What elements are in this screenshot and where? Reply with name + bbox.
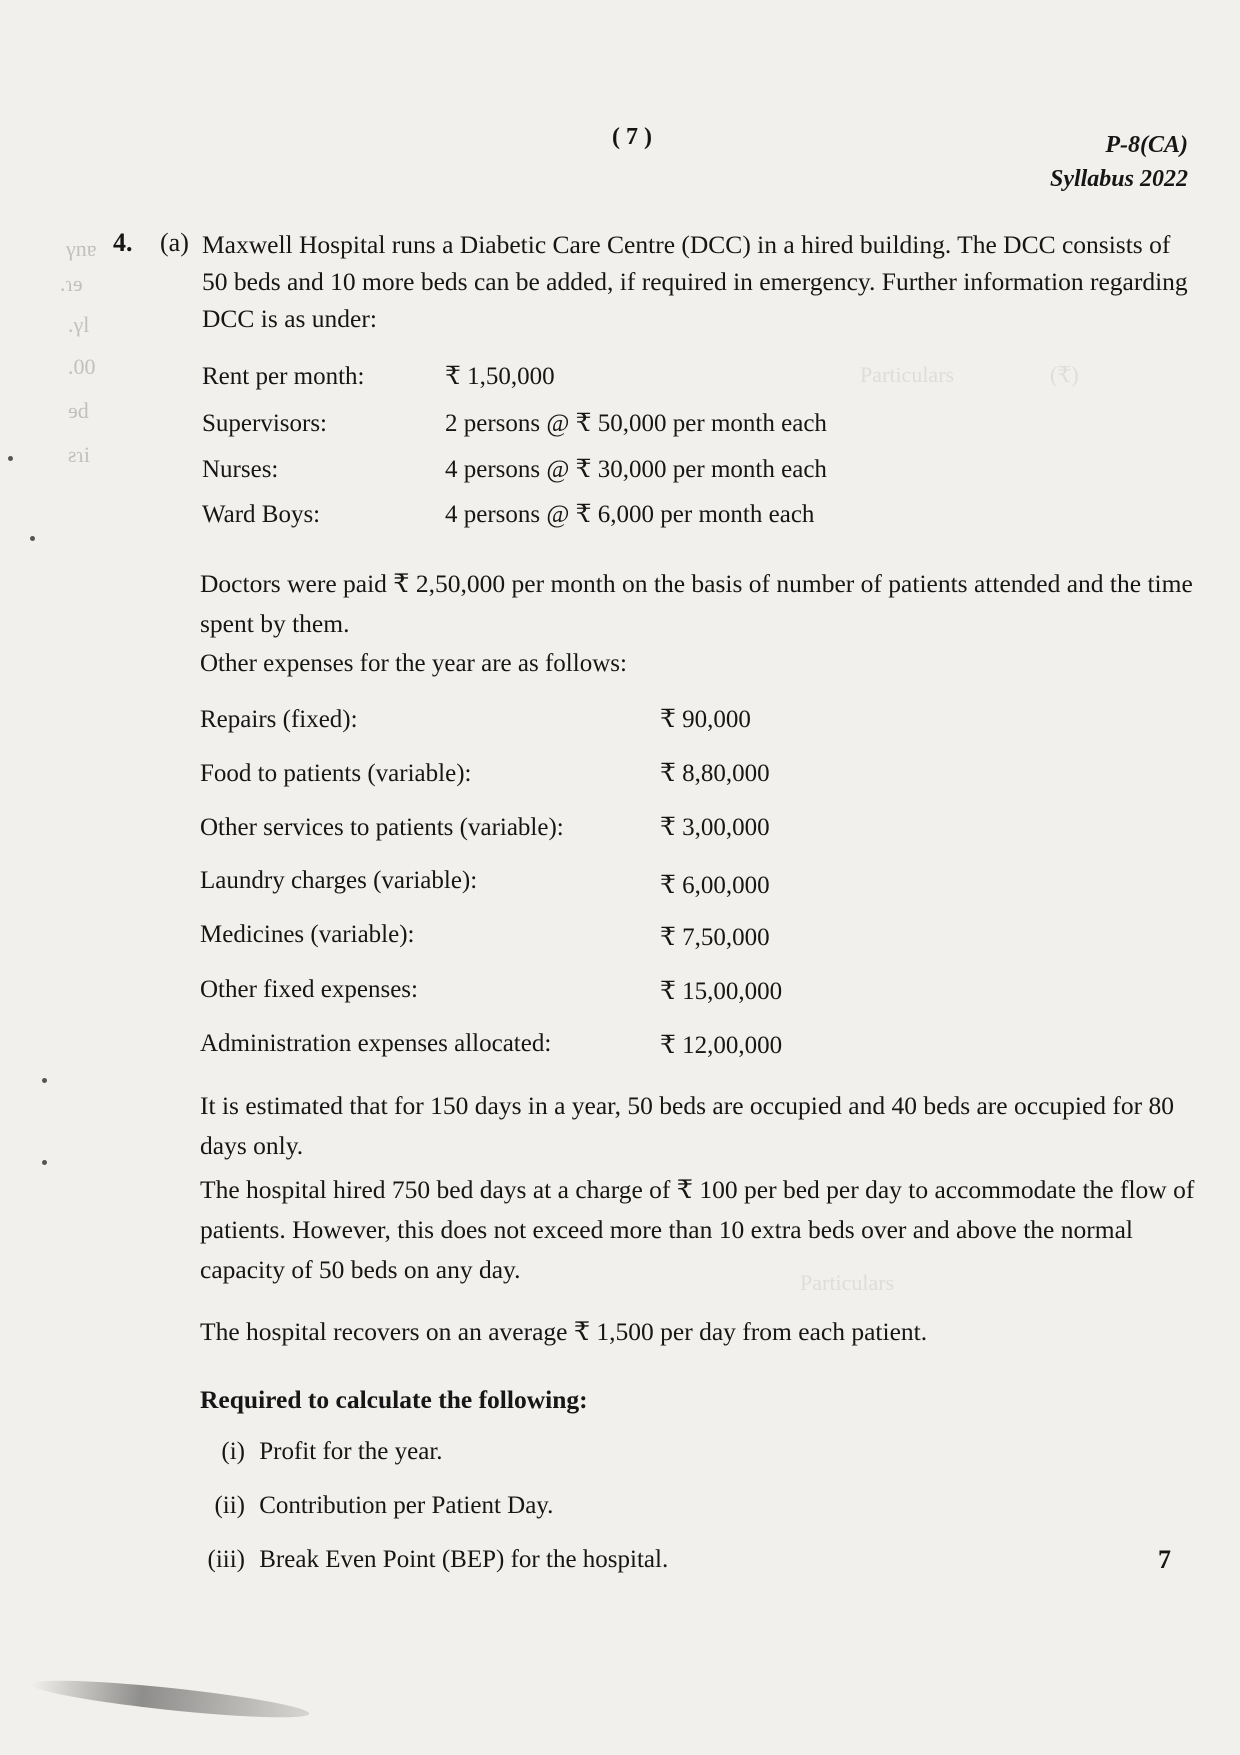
supervisors-label: Supervisors: (202, 410, 327, 437)
question-part: (a) (160, 228, 189, 257)
requirement-number: (i) (221, 1438, 245, 1465)
nurses-value: 4 persons @ ₹ 30,000 per month each (445, 456, 827, 483)
recovery-paragraph: The hospital recovers on an average ₹ 1,500 per day from each patient. (200, 1317, 928, 1346)
margin-bleed-text: .γl (68, 312, 90, 337)
requirement-text: Profit for the year. (259, 1438, 443, 1465)
ward-boys-value: 4 persons @ ₹ 6,000 per month each (445, 501, 815, 528)
required-heading: Required to calculate the following: (200, 1385, 588, 1414)
requirement-number: (ii) (214, 1492, 245, 1519)
question-number: 4. (113, 228, 133, 257)
question-intro: Maxwell Hospital runs a Diabetic Care Centre (DCC) in a hired building. The DCC consists of 50 beds and 10 more beds can be added, if required in emergency. Further information regarding DCC is as under: (202, 230, 1188, 333)
requirement-number: (iii) (207, 1546, 245, 1573)
rent-value: ₹ 1,50,000 (445, 363, 555, 390)
requirement-item (200, 1488, 553, 1524)
margin-bleed-text: γnɐ (66, 236, 97, 261)
expense-label: Laundry charges (variable): (200, 867, 478, 894)
margin-bleed-text: ɘd (68, 398, 89, 423)
paper-header (1050, 128, 1188, 196)
expense-label: Other services to patients (variable): (200, 814, 564, 841)
expense-label: Administration expenses allocated: (200, 1030, 552, 1057)
expense-label: Food to patients (variable): (200, 760, 472, 787)
page-number: ( 7 ) (612, 124, 652, 150)
requirement-text: Contribution per Patient Day. (259, 1492, 554, 1519)
expense-value: ₹ 6,00,000 (660, 872, 770, 899)
doctors-paragraph: Doctors were paid ₹ 2,50,000 per month on the basis of number of patients attended and the time spent by them. (200, 569, 1193, 638)
expense-value: ₹ 12,00,000 (660, 1032, 783, 1059)
ward-boys-label: Ward Boys: (202, 501, 321, 528)
requirement-item (200, 1542, 668, 1578)
margin-bleed-text: .ɿɘ (60, 271, 83, 296)
syllabus-label: Syllabus 2022 (1049, 166, 1188, 192)
margin-bleed-text: .00 (68, 354, 96, 379)
margin-dot (42, 1078, 47, 1083)
margin-dot (30, 536, 35, 541)
nurses-label: Nurses: (202, 456, 279, 483)
requirement-item (200, 1434, 443, 1470)
expense-label: Other fixed expenses: (200, 976, 418, 1003)
scan-smudge (30, 1673, 311, 1724)
marks-label: 7 (1158, 1545, 1171, 1574)
expense-label: Medicines (variable): (200, 921, 415, 948)
occupancy-paragraph: It is estimated that for 150 days in a year, 50 beds are occupied and 40 beds are occupied for 80 days only. (200, 1091, 1175, 1160)
expense-value: ₹ 8,80,000 (660, 760, 770, 787)
margin-dot (42, 1160, 47, 1165)
other-expenses-heading: Other expenses for the year are as follows: (200, 650, 627, 677)
rent-label: Rent per month: (202, 363, 365, 390)
expense-value: ₹ 90,000 (660, 706, 751, 733)
margin-dot (8, 456, 13, 461)
bleed-through-text: (₹) (1050, 362, 1079, 387)
bleed-through-text: Particulars (860, 362, 955, 387)
expense-value: ₹ 3,00,000 (660, 814, 770, 841)
expense-value: ₹ 7,50,000 (660, 924, 770, 951)
hired-beds-paragraph: The hospital hired 750 bed days at a charge of ₹ 100 per bed per day to accommodate the flow of patients. However, this does not exceed more than 10 extra beds over and above the normal capacity of 50 beds on any day. (200, 1175, 1195, 1284)
margin-bleed-text: ƨɿi (68, 442, 90, 467)
requirement-text: Break Even Point (BEP) for the hospital. (259, 1546, 669, 1573)
supervisors-value: 2 persons @ ₹ 50,000 per month each (445, 410, 827, 437)
expense-value: ₹ 15,00,000 (660, 978, 783, 1005)
expense-label: Repairs (fixed): (200, 706, 358, 733)
bleed-through-text: Particulars (800, 1270, 895, 1295)
paper-code: P-8(CA) (1105, 132, 1188, 158)
